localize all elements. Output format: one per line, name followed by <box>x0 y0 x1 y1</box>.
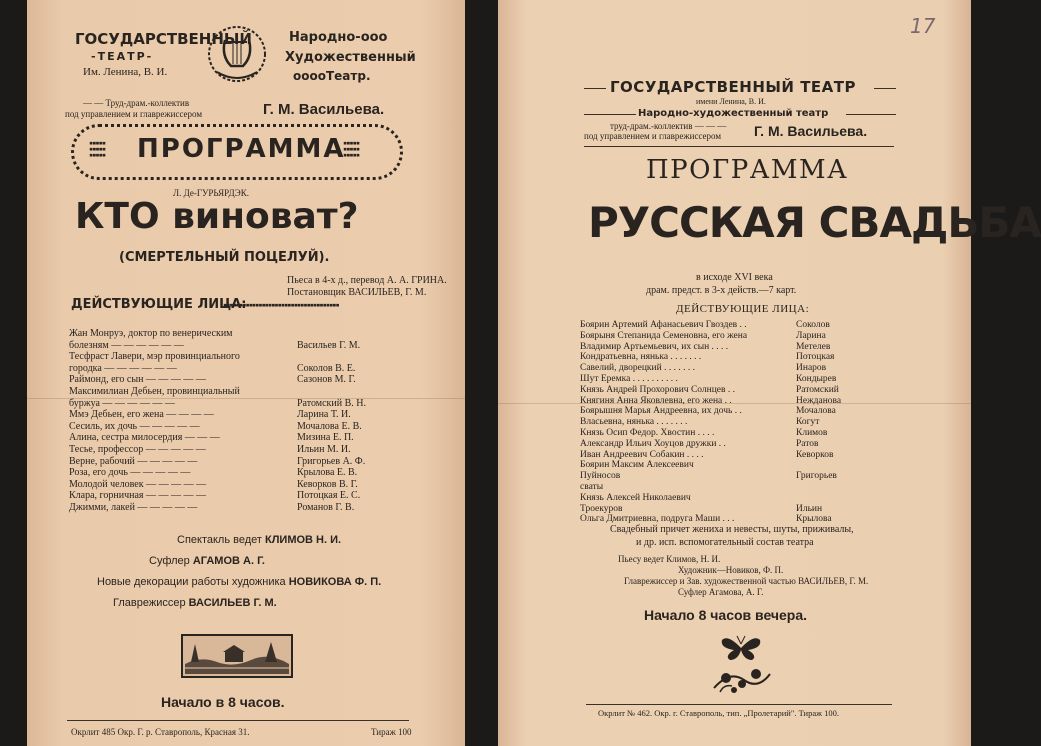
lyre-emblem-icon <box>203 22 271 86</box>
play-info-1: Пьеса в 4-х д., перевод А. А. ГРИНА. <box>287 275 447 286</box>
cast-role: Раймонд, его сын — — — — — <box>69 374 206 386</box>
start-time: Начало в 8 часов. <box>161 694 285 710</box>
cast-role: Боярышня Марья Андреевна, их дочь . . <box>580 406 742 417</box>
floral-ornament-icon <box>710 662 774 696</box>
theatre-named: имени Ленина, В. И. <box>696 97 766 106</box>
credit-prompter <box>149 555 265 567</box>
credit-designer <box>97 576 381 588</box>
cast-role: Савелий, дворецкий . . . . . . . <box>580 363 695 374</box>
collective-line-2: под управлением и главрежиссером <box>584 131 722 141</box>
folk-theatre: Народно-художественный театр <box>638 108 829 119</box>
cast-actor: Ратов <box>796 438 819 449</box>
credit-chief-director-name: ВАСИЛЬЕВ Г. М. <box>188 597 277 609</box>
credit-stage-manager: Пьесу ведет Климов, Н. И. <box>618 554 721 564</box>
credit-chief-director: Главрежиссер и Зав. художественной частью ВАСИЛЬЕВ, Г. М. <box>624 576 869 586</box>
cast-heading: ДЕЙСТВУЮЩИЕ ЛИЦА: <box>71 297 247 312</box>
cast-role: Иван Андреевич Собакин . . . . <box>580 449 704 460</box>
title-rule-right <box>874 88 896 89</box>
cast-actor: Григорьев <box>796 471 837 482</box>
cast-role: Жан Монруэ, доктор по венерическим <box>69 328 233 339</box>
credit-chief-director-label: Главрежиссер <box>113 597 186 609</box>
cast-actor: Соколов В. Е. <box>297 362 356 374</box>
credit-stage-manager-name: КЛИМОВ Н. И. <box>265 534 342 546</box>
header-rule <box>584 146 894 147</box>
cast-actor: Мизина Е. П. <box>297 432 354 444</box>
cast-role: Князь Алексей Николаевич <box>580 492 691 503</box>
cast-actor: Григорьев А. Ф. <box>297 455 366 467</box>
cast-actor: Метелев <box>796 341 831 352</box>
cast-actor: Потоцкая Е. С. <box>297 490 361 502</box>
credit-prompter-name: АГАМОВ А. Г. <box>192 555 265 567</box>
cast-role: Джимми, лакей — — — — — <box>69 502 198 513</box>
footer-imprint: Окрлит № 462. Окр. г. Ставрополь, тип. „Пролетарий". Тираж 100. <box>598 708 839 718</box>
cast-actor: Васильев Г. М. <box>297 339 361 351</box>
theatre-left-line-3: Им. Ленина, В. И. <box>83 66 168 78</box>
cast-role: Верне, рабочий — — — — — <box>69 455 198 467</box>
cast-role: Александр Ильич Хоуцов дружки . . <box>580 438 726 449</box>
cast-actor: Ларина <box>796 330 826 341</box>
author: Л. Де-ГУРЬЯРДЭК. <box>173 188 250 198</box>
cast-role: Ольга Дмитриевна, подруга Маши . . . <box>580 514 735 525</box>
cast-actor: Ильин <box>796 503 823 514</box>
theatre-left-line-2: -ТЕАТР- <box>91 50 154 63</box>
butterfly-icon <box>720 634 762 662</box>
left-programme-sheet <box>27 0 465 746</box>
theatre-right-line-3: ооооТеатр. <box>293 69 371 83</box>
cast-actor: Кеворков <box>796 449 834 460</box>
collective-line-1: — — Труд-драм.-коллектив <box>83 98 190 108</box>
theatre-name: ГОСУДАРСТВЕННЫЙ ТЕАТР <box>610 78 857 96</box>
theatre-right-line-1: Народно-ооо <box>289 30 388 45</box>
theatre-left-line-1: ГОСУДАРСТВЕННЫЙ <box>75 30 252 48</box>
credit-designer-label: Новые декорации работы художника <box>97 576 286 588</box>
cast-role: Владимир Артьемьевич, их сын . . . . <box>580 341 729 352</box>
cast-actor: Кондырев <box>796 374 837 384</box>
credit-designer-name: НОВИКОВА Ф. П. <box>288 576 382 588</box>
cast-actor: Ратомский В. Н. <box>297 397 367 409</box>
footer-rule <box>67 720 409 721</box>
play-info-1: в исходе XVI века <box>696 272 773 283</box>
cast-actor: Когут <box>796 417 820 428</box>
cast-actor: Нежданова <box>796 395 842 406</box>
director-name: Г. М. Васильева. <box>263 101 385 118</box>
subtitle-rule-left <box>584 114 636 115</box>
cast-role: Молодой человек — — — — — <box>69 478 207 490</box>
cast-role: Сесиль, их дочь — — — — — <box>69 420 200 432</box>
cast-role: Шут Еремка . . . . . . . . . . <box>580 374 678 384</box>
extras-line-1: Свадебный причет жениха и невесты, шуты, приживалы, <box>610 524 854 535</box>
credit-stage-manager-label: Спектакль ведет <box>177 534 262 546</box>
cast-role: Максимилиан Дебьен, провинциальный <box>69 386 240 397</box>
start-time: Начало 8 часов вечера. <box>644 607 808 623</box>
cast-heading: ДЕЙСТВУЮЩИЕ ЛИЦА: <box>676 303 810 315</box>
cast-role: Клара, горничная — — — — — <box>69 490 207 502</box>
cast-role: Боярин Максим Алексеевич <box>580 460 694 471</box>
fold-line <box>498 403 971 404</box>
play-title: КТО виноват? <box>75 196 359 237</box>
cast-actor: Ильин М. И. <box>297 444 351 455</box>
play-title: РУССКАЯ СВАДЬБА <box>588 198 1041 247</box>
credit-stage-manager <box>177 534 341 546</box>
programme-heading: ПРОГРАММА <box>646 155 849 185</box>
play-info-2: драм. предст. в 3-х действ.—7 карт. <box>646 285 797 296</box>
cast-role: сваты <box>580 482 604 492</box>
cast-actor: Крылова Е. В. <box>297 467 358 479</box>
programme-heading: ПРОГРАММА <box>137 134 346 164</box>
footer-imprint: Окрлит 485 Окр. Г. р. Ставрополь, Красная 31. <box>71 727 250 737</box>
cast-actor: Кеворков В. Г. <box>297 478 358 490</box>
cast-role: Власьевна, нянька . . . . . . . <box>580 417 688 428</box>
cast-role: Алина, сестра милосердия — — — <box>69 432 220 444</box>
credit-prompter-label: Суфлер <box>149 555 190 567</box>
cast-role: городка — — — — — — <box>69 362 177 374</box>
cast-role: Тесье, профессор — — — — — <box>69 444 206 455</box>
cast-role: Боярыня Степанида Семеновна, его жена <box>580 330 748 341</box>
cast-actor: Романов Г. В. <box>297 502 355 513</box>
dot-ornament-cast: ▪▪▪▪▪▪▪▪▪▪▪▪▪▪▪▪▪▪▪▪▪▪▪▪▪▪▪▪▪▪▪▪▪▪▪▪ <box>223 301 339 309</box>
cast-actor: Потоцкая <box>796 352 835 363</box>
cast-role: Князь Андрей Прохорович Солнцев . . <box>580 384 736 395</box>
collective-line-2: под управлением и главрежиссером <box>65 109 203 119</box>
cast-actor: Ратомский <box>796 384 839 395</box>
footer-print-run: Тираж 100 <box>371 727 412 737</box>
dot-ornament-right: ▪▪▪▪▪ ▪▪▪▪▪ ▪▪▪▪▪ <box>343 139 360 159</box>
play-subtitle: (СМЕРТЕЛЬНЫЙ ПОЦЕЛУЙ). <box>119 250 330 265</box>
subtitle-rule-right <box>846 114 896 115</box>
cast-actor: Соколов <box>796 320 830 330</box>
cast-role: Пуйносов <box>580 471 621 482</box>
footer-rule <box>586 704 892 705</box>
director-name: Г. М. Васильева. <box>754 123 868 139</box>
landscape-vignette-icon <box>181 634 293 678</box>
dot-ornament-left: ▪▪▪▪▪ ▪▪▪▪▪ ▪▪▪▪▪ <box>89 139 106 159</box>
cast-role: Роза, его дочь — — — — — <box>69 467 191 479</box>
cast-actor: Ларина Т. И. <box>297 409 351 421</box>
cast-role: Тесфраст Лавери, мэр провинциального <box>69 351 240 363</box>
credit-designer: Художник—Новиков, Ф. П. <box>678 565 784 575</box>
cast-actor: Сазонов М. Г. <box>297 374 356 386</box>
cast-role: буржуа — — — — — — <box>69 397 175 409</box>
credit-prompter: Суфлер Агамова, А. Г. <box>678 587 764 597</box>
handwritten-number: 17 <box>910 14 936 38</box>
cast-role: Ммэ Дебьен, его жена — — — — <box>69 409 214 421</box>
cast-actor: Инаров <box>796 363 827 374</box>
right-programme-sheet <box>498 0 1041 746</box>
cast-role: Княгиня Анна Яковлевна, его жена . . <box>580 395 732 406</box>
collective-line-1: труд-драм.-коллектив — — — <box>610 121 727 131</box>
cast-role: Кондратьевна, нянька . . . . . . . <box>580 352 702 363</box>
extras-line-2: и др. исп. вспомогательный состав театра <box>636 537 814 548</box>
cast-actor: Крылова <box>796 514 832 525</box>
theatre-right-line-2: Художественный <box>285 50 416 65</box>
cast-role: Князь Осип Федор. Хвостин . . . . <box>580 428 715 438</box>
title-rule-left <box>584 88 606 89</box>
play-info-2: Постановщик ВАСИЛЬЕВ, Г. М. <box>287 287 427 298</box>
cast-role: Боярин Артемий Афанасьевич Гвоздев . . <box>580 320 747 330</box>
cast-actor: Мочалова Е. В. <box>297 420 362 432</box>
cast-role: болезням — — — — — — <box>69 339 184 351</box>
cast-actor: Климов <box>796 428 828 438</box>
cast-actor: Мочалова <box>796 406 836 417</box>
credit-chief-director <box>113 597 277 609</box>
cast-role: Троекуров <box>580 503 623 514</box>
